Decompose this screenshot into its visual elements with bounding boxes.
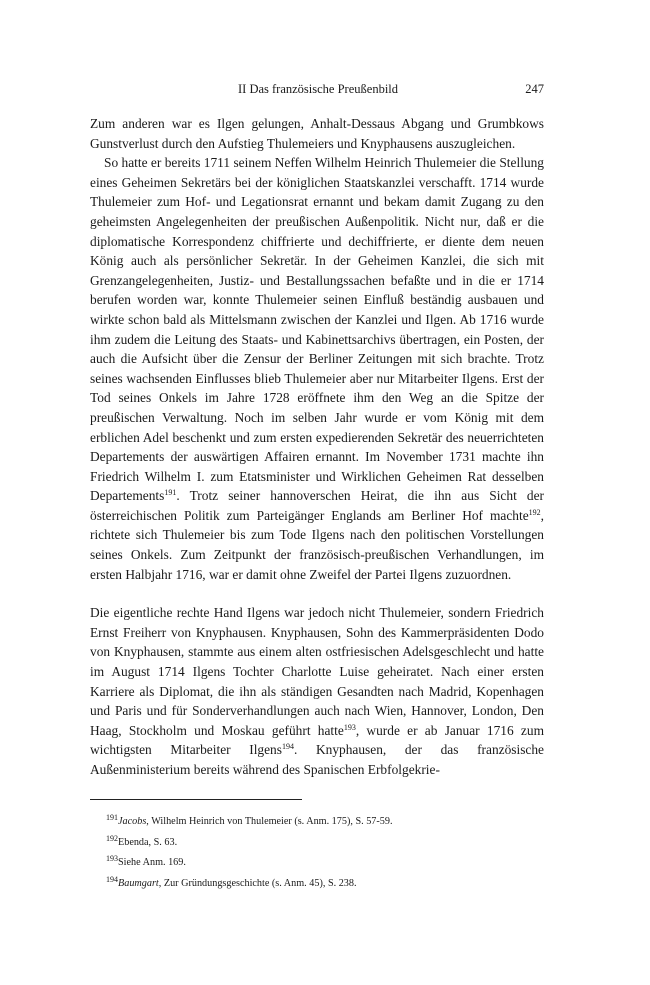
paragraph xyxy=(90,603,544,779)
footnote-number: 192 xyxy=(106,833,118,843)
footnote-text: Siehe Anm. 169. xyxy=(118,857,186,868)
footnote-ref[interactable]: 192 xyxy=(528,507,541,517)
footnote-ref[interactable]: 191 xyxy=(164,488,177,498)
running-header xyxy=(90,82,544,100)
text-run: Die eigentliche rechte Hand Ilgens war jedoch nicht Thulemeier, sondern Friedrich Ernst Freiherr von Knyphausen. Knyphausen, Sohn des Kammerpräsidenten Dodo von Knyphausen, stammte aus einem alten ostfriesischen Adelsgeschlecht und hatte im August 1714 Ilgens Tochter Charlotte Luise geheiratet. Nach einer ersten Karriere als Diplomat, die ihn als ständigen Gesandten nach Madrid, Kopenhagen und Paris und für Sonderverhandlungen auch nach Wien, Hannover, London, Den Haag, Stockholm und Moskau geführt hatte xyxy=(90,605,544,738)
footnote xyxy=(106,853,546,874)
text-run: , wurde er ab Januar 1716 zum wichtigsten Mitarbeiter Ilgens xyxy=(90,722,544,758)
footnote-text: Ebenda, S. 63. xyxy=(118,836,178,848)
footnote-ref[interactable]: 193 xyxy=(343,722,356,732)
paragraph: Zum anderen war es Ilgen gelungen, Anhalt-Dessaus Abgang und Grumbkows Gunstverlust durch den Aufstieg Thulemeiers und Knyphausens auszugleichen. xyxy=(90,116,544,151)
text-run: , richtete sich Thulemeier bis zum Tode Ilgens nach den politischen Vorstellungen seines Onkels. Zum Zeitpunkt der französisch-preußischen Verhandlungen, im ersten Halbjahr 1716, war er damit ohne Zweifel der Partei Ilgens zuzuordnen. xyxy=(90,507,544,582)
footnote xyxy=(106,812,546,833)
text-run: . Trotz seiner hannoverschen Heirat, die ihn aus Sicht der österreichischen Politik zum Parteigänger Englands am Berliner Hof machte xyxy=(90,488,544,523)
footnote-text: , Zur Gründungsgeschichte (s. Anm. 45), S. 238. xyxy=(158,877,357,889)
footnote-author: Baumgart xyxy=(118,877,159,889)
main-text xyxy=(90,114,544,780)
footnote xyxy=(106,874,546,895)
footnote-number: 193 xyxy=(106,854,118,863)
text-run: So hatte er bereits 1711 seinem Neffen Wilhelm Heinrich Thulemeier die Stellung eines Geheimen Sekretärs bei der königlichen Staatskanzlei verschafft. 1714 wurde Thulemeier zum Hof- und Legationsrat ernannt und bekam damit Zugang zu den geheimsten Angelegenheiten der preußischen Außenpolitik. Nicht nur, daß er die diplomatische Korrespondenz chiffrierte und dechiffrierte, er diente dem neuen König auch als persönlicher Sekretär. In der Geheimen Kanzlei, die sich mit Grenzangelegenheiten, Justiz- und Bestallungssachen befaßte und in die er 1714 berufen worden war, konnte Thulemeier seinen Einfluß beständig ausbauen und wirkte schon bald als Mittelsmann zwischen der Kanzlei und Ilgen. Ab 1716 wurde ihm zudem die Leitung des Staats- und Kabinettsarchivs übertragen, ein Posten, der auch die Aufsicht über die Zensur der Berliner Zeitungen mit sich brachte. Trotz seines wachsenden Einflusses blieb Thulemeier aber nur Mitarbeiter Ilgens. Erst der Tod seines Onkels im Jahre 1728 eröffnete ihm den Weg an die Spitze der preußischen Verwaltung. Noch im selben Jahr wurde er vom König mit dem erblichen Adel beschenkt und zum ersten expedierenden Sekretär des neuerrichteten Departements der auswärtigen Affairen ernannt. Im November 1731 machte ihn Friedrich Wilhelm I. zum Etatsminister und Wirklichen Geheimen Rat desselben Departements xyxy=(90,155,544,504)
footnotes xyxy=(106,812,546,894)
text-run: . Knyphausen, der das französische Außenministerium bereits während des Spanischen Erbfolgekrie- xyxy=(90,742,544,777)
footnote-ref[interactable]: 194 xyxy=(281,742,294,752)
footnote-number: 191 xyxy=(106,813,118,822)
running-title: II Das französische Preußenbild xyxy=(238,82,399,96)
footnote-author: Jacobs xyxy=(118,816,147,827)
footnote-separator xyxy=(90,799,302,800)
footnote xyxy=(106,833,546,854)
page-number: 247 xyxy=(525,82,544,96)
footnote-number: 194 xyxy=(106,874,118,884)
paragraph xyxy=(90,153,544,584)
footnote-text: , Wilhelm Heinrich von Thulemeier (s. Anm. 175), S. 57-59. xyxy=(146,816,393,827)
